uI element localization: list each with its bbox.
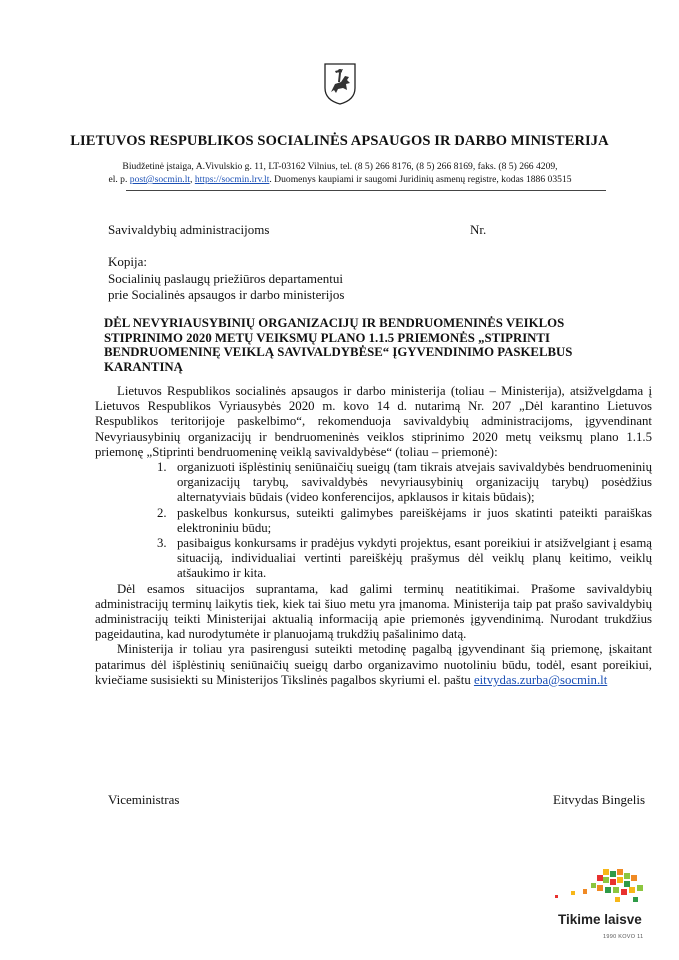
registry-text: . Duomenys kaupiami ir saugomi Juridinių asmenų registre, kodas 1886 03515 xyxy=(269,174,572,185)
list-item-number: 3. xyxy=(157,536,167,551)
list-item xyxy=(95,506,652,536)
list-item xyxy=(95,536,652,582)
list-item-number: 2. xyxy=(157,505,167,520)
copy-recipients xyxy=(108,254,344,304)
contact-email-prefix: el. p. xyxy=(108,174,130,185)
logo-slogan: Tikime laisve xyxy=(558,912,642,927)
list-item-text: paskelbus konkursus, suteikti galimybes pareiškėjams ir juos skatinti pateikti paraiškas elektroniniu būdu; xyxy=(177,505,652,535)
list-item-text: pasibaigus konkursams ir pradėjus vykdyti projektus, esant poreikiui ir atsižvelgiant į esamą situaciją, individualiai vertinti pareiškėjų prašymus dėl veiklų planų keitimo, veiklų atšaukimo ir kita. xyxy=(177,536,652,581)
contact-line-2: el. p. post@socmin.lt, https://socmin.lrv.lt. Duomenys kaupiami ir saugomi Juridinių asmenų registre, kodas 1886 03515 xyxy=(108,174,572,185)
logo-date: 1990 KOVO 11 xyxy=(603,934,644,940)
copy-label: Kopija: xyxy=(108,254,147,269)
tikime-laisve-logo-icon xyxy=(553,865,653,910)
recommendation-list xyxy=(95,460,652,582)
paragraph-deadlines: Dėl esamos situacijos suprantama, kad galimi terminų neatitikimai. Prašome savivaldybių administracijų terminų laikytis tiek, kiek tai šiuo metu yra įmanoma. Ministerija taip pat prašo savivaldybių administracijų teikti Ministerijai aktualią informaciją apie priemonės įgyvendinimą. Nurodant trukdžius pageidautina, kad nurodytumėte ir planuojamą trukdžių pašalinimo datą. xyxy=(95,581,652,642)
signatory-name: Eitvydas Bingelis xyxy=(553,792,646,807)
copy-recipient-line-1: Socialinių paslaugų priežiūros departamentui xyxy=(108,270,344,286)
paragraph-intro: Lietuvos Respublikos socialinės apsaugos ir darbo ministerija (toliau – Ministerija), atsižvelgdama į Lietuvos Respublikos Vyriausybės 2020 m. kovo 14 d. nutarimą Nr. 207 „Dėl karantino Lietuvos Respublikos teritorijoje paskelbimo“, rekomenduoja savivaldybių administracijoms, įgyvendinant Nevyriausybinių organizacijų ir bendruomeninės veiklos stiprinimo 2020 metų veiksmų plano 1.1.5 priemonę „Stiprinti bendruomeninę veiklą savivaldybėse“ (toliau – priemonė): xyxy=(95,384,652,459)
letter-body xyxy=(95,384,652,688)
contact-info xyxy=(40,160,640,186)
contact-line-1: Biudžetinė įstaiga, A.Vivulskio g. 11, LT-03162 Vilnius, tel. (8 5) 266 8176, (8 5) 266 8169, faks. (8 5) 266 4209, xyxy=(122,161,558,172)
list-item xyxy=(95,460,652,506)
ministry-email-link[interactable]: post@socmin.lt xyxy=(129,174,191,185)
document-number-label: Nr. xyxy=(470,222,487,237)
header-divider xyxy=(126,190,606,191)
addressee: Savivaldybių administracijoms xyxy=(108,222,270,237)
signatory-title: Viceministras xyxy=(108,792,180,807)
ministry-website-link[interactable]: https://socmin.lrv.lt xyxy=(194,174,270,185)
letter-subject: DĖL NEVYRIAUSYBINIŲ ORGANIZACIJŲ IR BENDRUOMENINĖS VEIKLOS STIPRINIMO 2020 METŲ VEIKSMŲ PLANO 1.1.5 PRIEMONĖS „STIPRINTI BENDRUOMENINĘ VEIKLĄ SAVIVALDYBĖSE“ ĮGYVENDINIMO PASKELBUS KARANTINĄ xyxy=(104,316,573,374)
list-item-text: organizuoti išplėstinių seniūnaičių sueigų (tam tikrais atvejais savivaldybės bendruomeninių organizacijų tarybų, savivaldybės nevyriausybinių organizacijų tarybų) posėdžius alternatyviais būdais (video konferencijos, apklausos ir kitais būdais); xyxy=(177,460,652,505)
list-item-number: 1. xyxy=(157,460,167,475)
support-text: Ministerija ir toliau yra pasirengusi suteikti metodinę pagalbą įgyvendinant šią priemonę, įskaitant patarimus dėl išplėstinių seniūnaičių sueigų darbo organizavimo nuotoliniu būdu, todėl, esant poreikiui, kviečiame susisiekti su Ministerijos Tikslinės pagalbos skyriumi el. paštu xyxy=(95,642,652,687)
contact-email-link[interactable]: eitvydas.zurba@socmin.lt xyxy=(473,672,608,687)
coat-of-arms-icon xyxy=(323,62,357,106)
paragraph-support xyxy=(95,642,652,688)
copy-recipient-line-2: prie Socialinės apsaugos ir darbo ministerijos xyxy=(108,287,345,302)
ministry-title: LIETUVOS RESPUBLIKOS SOCIALINĖS APSAUGOS IR DARBO MINISTERIJA xyxy=(70,133,609,149)
